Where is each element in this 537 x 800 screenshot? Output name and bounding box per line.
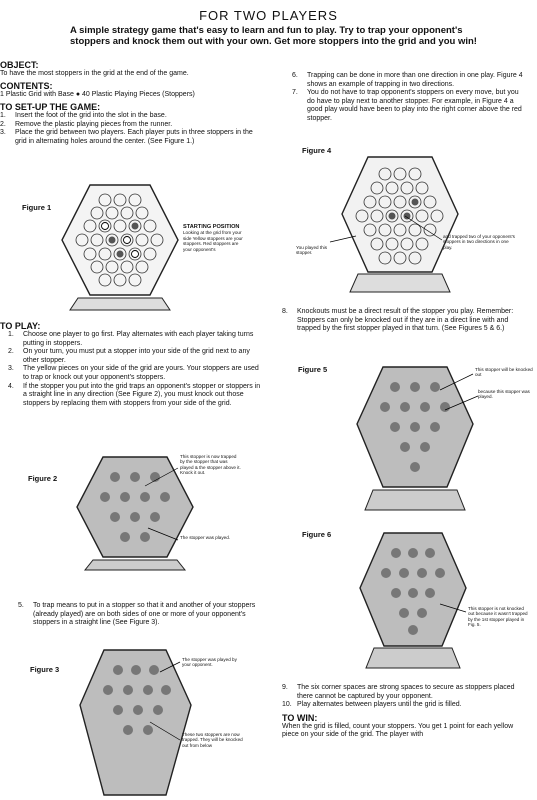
play-item-8: 8. Knockouts must be a direct result of the stopper you play. Remember: Stoppers can only be knocked out if they are in a direct line with and trapped by the first stopper played in that turn. (See Figures 5 & 6.): [282, 308, 514, 333]
figure4-annotation-played: You played this stopper.: [296, 245, 327, 256]
figure5-label: Figure 5: [298, 365, 328, 374]
page-title: FOR TWO PLAYERS: [199, 8, 338, 23]
figure1-label: Figure 1: [22, 203, 52, 212]
play-item-10: 10. Play alternates between players until the grid is filled.: [282, 701, 462, 709]
figure3-annotation-trapped: These two stoppers are now trapped. They will be knocked out from below: [182, 732, 243, 748]
figure2-label: Figure 2: [28, 474, 58, 483]
setup-item-1: 1. Insert the foot of the grid into the slot in the base.: [0, 112, 167, 120]
figure4-label: Figure 4: [302, 146, 332, 155]
figure5-annotation-knocked: This stopper will be knocked out: [475, 367, 533, 378]
figure6-annotation: This stopper is not knocked out because it wasn't trapped by the 1st stopper played in Fig. 5.: [468, 606, 528, 628]
object-text: To have the most stoppers in the grid at the end of the game.: [0, 70, 189, 77]
play-item-9: 9. The six corner spaces are strong spaces to secure as stoppers placed there cannot be captured by your opponent.: [282, 684, 515, 700]
play-item-5: 5. To trap means to put in a stopper so that it and another of your stoppers (already played) are on both sides of one or more of your opponent's stoppers in a straight line (See Figure 3).: [18, 602, 256, 627]
figure3-annotation-played: The stopper was played by your opponent.: [182, 657, 237, 668]
contents-heading: CONTENTS:: [0, 80, 53, 91]
win-heading: TO WIN:: [282, 712, 318, 723]
figure1-caption: STARTING POSITION Looking at the grid from your side Yellow stoppers are your stoppers. Red stoppers are your opponent's: [183, 224, 243, 252]
setup-heading: TO SET-UP THE GAME:: [0, 102, 101, 113]
play-item-6: 6. Trapping can be done in more than one direction in one play. Figure 4 shows an example of trapping in two directions.: [292, 72, 523, 88]
play-item-4: 4. If the stopper you put into the grid traps an opponent's stopper or stoppers in a straight line in any direction (See Figure 2), you must knock out those stoppers by replacing them with stoppers from your side of the grid.: [8, 382, 261, 407]
figure4-annotation-trapped: and trapped two of your opponent's stoppers in two directions in one play.: [443, 234, 515, 250]
play-item-1: 1. Choose one player to go first. Play alternates with each player taking turns putting in stoppers.: [8, 331, 254, 347]
play-heading: TO PLAY:: [0, 321, 41, 331]
right-column-bottom: [282, 684, 527, 740]
play-item-3: 3. The yellow pieces on your side of the grid are yours. Your stoppers are used to trap or knock out your opponent's stoppers.: [8, 365, 259, 381]
contents-text: 1 Plastic Grid with Base ● 40 Plastic Playing Pieces (Stoppers): [0, 90, 195, 98]
figure2-annotation-trapped: This stopper is now trapped by the stopper that was played & the stopper above it. Knock it out.: [180, 454, 241, 476]
figure6-label: Figure 6: [302, 530, 332, 539]
play-item-7: 7. You do not have to trap opponent's stoppers on every move, but you do have to play next to another stopper. For example, in Figure 4 a good play would have been to play into the right corner above the red stopper.: [292, 89, 522, 122]
figure3-label: Figure 3: [30, 665, 60, 674]
figure2-annotation-played: The stopper was played.: [180, 535, 231, 540]
object-heading: OBJECT:: [0, 60, 39, 70]
setup-item-3: 3. Place the grid between two players. Each player puts in three stoppers in the grid in alternating holes around the center. (See Figure 1.): [0, 129, 253, 145]
intro-text: A simple strategy game that's easy to learn and fun to play. Try to trap your opponent's stoppers and knock them out with your own. Get more stoppers into the grid and you win!: [70, 25, 477, 47]
play-item-2: 2. On your turn, you must put a stopper into your side of the grid next to any other stopper.: [8, 348, 250, 364]
figure5-annotation-played: because this stopper was played.: [478, 389, 530, 400]
win-text: When the grid is filled, count your stoppers. You get 1 point for each yellow piece on your side of the grid. The player with: [282, 722, 514, 739]
setup-item-2: 2. Remove the plastic playing pieces from the runner.: [0, 120, 173, 128]
